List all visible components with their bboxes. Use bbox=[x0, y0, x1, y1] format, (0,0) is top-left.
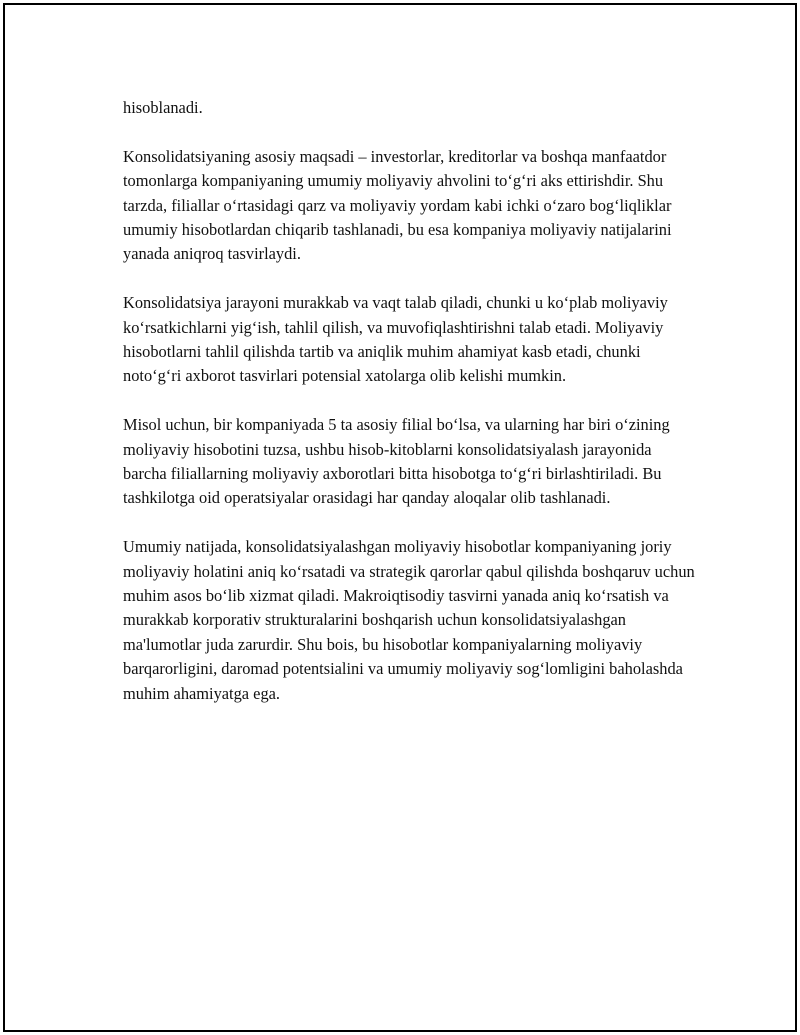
document-page bbox=[3, 3, 797, 1032]
paragraph-consolidation-process: Konsolidatsiya jarayoni murakkab va vaqt talab qiladi, chunki u ko‘plab moliyaviy ko‘rsatkichlarni yig‘ish, tahlil qilish, va muvofiqlashtirishni talab etadi. Moliyaviy hisobotlarni tahlil qilishda tartib va aniqlik muhim ahamiyat kasb etadi, chunki noto‘g‘ri axborot tasvirlari potensial xatolarga olib kelishi mumkin. bbox=[123, 293, 668, 386]
paragraph-continuation: hisoblanadi. bbox=[123, 98, 203, 117]
paragraph-consolidation-purpose: Konsolidatsiyaning asosiy maqsadi – investorlar, kreditorlar va boshqa manfaatdor tomonlarga kompaniyaning umumiy moliyaviy ahvolini to‘g‘ri aks ettirishdir. Shu tarzda, filiallar o‘rtasidagi qarz va moliyaviy yordam kabi ichki o‘zaro bog‘liqliklar umumiy hisobotlardan chiqarib tashlanadi, bu esa kompaniya moliyaviy natijalarini yanada aniqroq tasvirlaydi. bbox=[123, 146, 672, 264]
paragraph-example: Misol uchun, bir kompaniyada 5 ta asosiy filial bo‘lsa, va ularning har biri o‘zining moliyaviy hisobotini tuzsa, ushbu hisob-kitoblarni konsolidatsiyalash jarayonida barcha filiallarning moliyaviy axborotlari bitta hisobotga to‘g‘ri birlashtiriladi. Bu tashkilotga oid operatsiyalar orasidagi har qanday aloqalar olib tashlanadi. bbox=[123, 415, 670, 508]
paragraph-conclusion: Umumiy natijada, konsolidatsiyalashgan moliyaviy hisobotlar kompaniyaning joriy moliyaviy holatini aniq ko‘rsatadi va strategik qarorlar qabul qilishda boshqaruv uchun muhim asos bo‘lib xizmat qiladi. Makroiqtisodiy tasvirni yanada aniq ko‘rsatish va murakkab korporativ strukturalarini boshqarish uchun konsolidatsiyalashgan ma'lumotlar juda zarurdir. Shu bois, bu hisobotlar kompaniyalarning moliyaviy barqarorligini, daromad potentsialini va umumiy moliyaviy sog‘lomligini baholashda muhim ahamiyatga ega. bbox=[123, 537, 695, 703]
page-body bbox=[123, 96, 695, 730]
